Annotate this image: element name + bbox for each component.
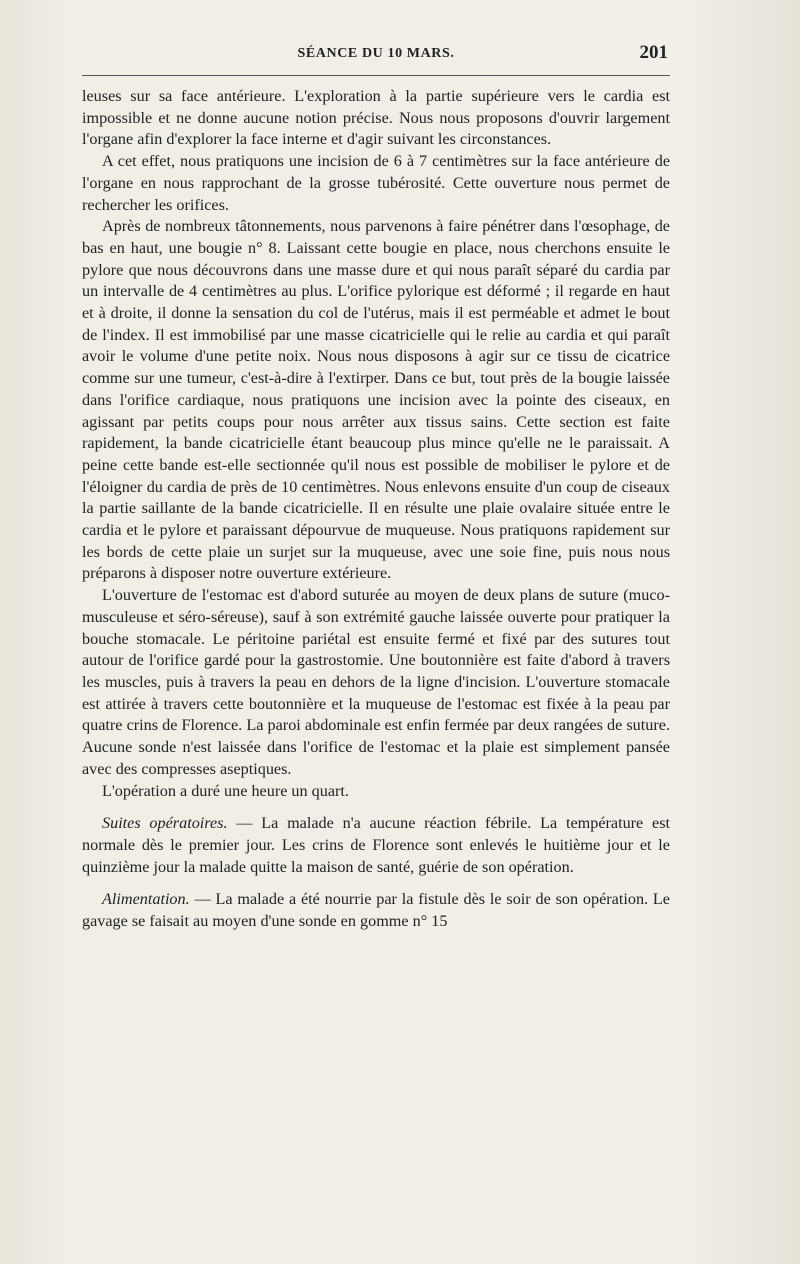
- page-header: [82, 42, 670, 66]
- body-text: [82, 86, 670, 933]
- header-rule: [82, 75, 670, 76]
- section-heading: Suites opératoires.: [102, 814, 228, 833]
- page-number: 201: [639, 42, 668, 63]
- paragraph: Après de nombreux tâtonnements, nous parvenons à faire pénétrer dans l'œsophage, de bas en haut, une bougie n° 8. Laissant cette bougie en place, nous cherchons ensuite le pylore que nous découvrons dans une masse dure et qui nous paraît séparé du cardia par un intervalle de 4 centimètres au plus. L'orifice pylorique est déformé ; il regarde en haut et à droite, il donne la sensation du col de l'utérus, mais il est perméable et admet le bout de l'index. Il est immobilisé par une masse cicatricielle qui le relie au cardia et qui paraît avoir le volume d'une petite noix. Nous nous disposons à agir sur ce tissu de cicatrice comme sur une tumeur, c'est-à-dire à l'extirper. Dans ce but, tout près de la bougie laissée dans l'orifice cardiaque, nous pratiquons une incision avec la pointe des ciseaux, en agissant par petits coups pour nous arrêter aux tissus sains. Cette section est faite rapidement, la bande cicatricielle étant beaucoup plus mince qu'elle ne le paraissait. A peine cette bande est-elle sectionnée qu'il nous est possible de mobiliser le pylore et de l'éloigner du cardia de près de 10 centimètres. Nous enlevons ensuite d'un coup de ciseaux la partie saillante de la bande cicatricielle. Il en résulte une plaie ovalaire située entre le cardia et le pylore et paraissant dépourvue de muqueuse. Nous pratiquons rapidement sur les bords de cette plaie un surjet sur la muqueuse, avec une soie fine, puis nous nous préparons à disposer notre ouverture extérieure.: [82, 217, 670, 583]
- paragraph: A cet effet, nous pratiquons une incision de 6 à 7 centimètres sur la face antérieure de l'organe en nous rapprochant de la grosse tubérosité. Cette ouverture nous permet de rechercher les orifices.: [82, 152, 670, 214]
- paragraph-text: — La malade a été nourrie par la fistule dès le soir de son opération. Le gavage se faisait au moyen d'une sonde en gomme n° 15: [82, 890, 670, 931]
- running-title: SÉANCE DU 10 MARS.: [297, 46, 455, 61]
- paragraph-suites-operatoires: [82, 813, 670, 878]
- section-heading: Alimentation.: [102, 890, 190, 909]
- paragraph-text: — La malade n'a aucune réaction fébrile. La température est normale dès le premier jour. Les crins de Florence sont enlevés le huitième jour et le quinzième jour la malade quitte la maison de santé, guérie de son opération.: [82, 814, 670, 876]
- paragraph: L'opération a duré une heure un quart.: [102, 781, 349, 800]
- paragraph-continued: leuses sur sa face antérieure. L'exploration à la partie supérieure vers le cardia est impossible et ne donne aucune notion précise. Nous nous proposons d'ouvrir largement l'organe afin d'explorer la face interne et d'agir suivant les circonstances.: [82, 87, 670, 149]
- paragraph-alimentation: [82, 889, 670, 932]
- paragraph: L'ouverture de l'estomac est d'abord suturée au moyen de deux plans de suture (muco-musculeuse et séro-séreuse), sauf à son extrémité gauche laissée ouverte pour pratiquer la bouche stomacale. Le péritoine pariétal est ensuite fermé et fixé par des sutures tout autour de l'orifice gardé pour la gastrostomie. Une boutonnière est faite d'abord à travers les muscles, puis à travers la peau en dehors de la ligne d'incision. L'ouverture stomacale est attirée à travers cette boutonnière et la muqueuse de l'estomac est fixée à la peau par quatre crins de Florence. La paroi abdominale est enfin fermée par deux rangées de suture. Aucune sonde n'est laissée dans l'orifice de l'estomac et la plaie est simplement pansée avec des compresses aseptiques.: [82, 586, 670, 778]
